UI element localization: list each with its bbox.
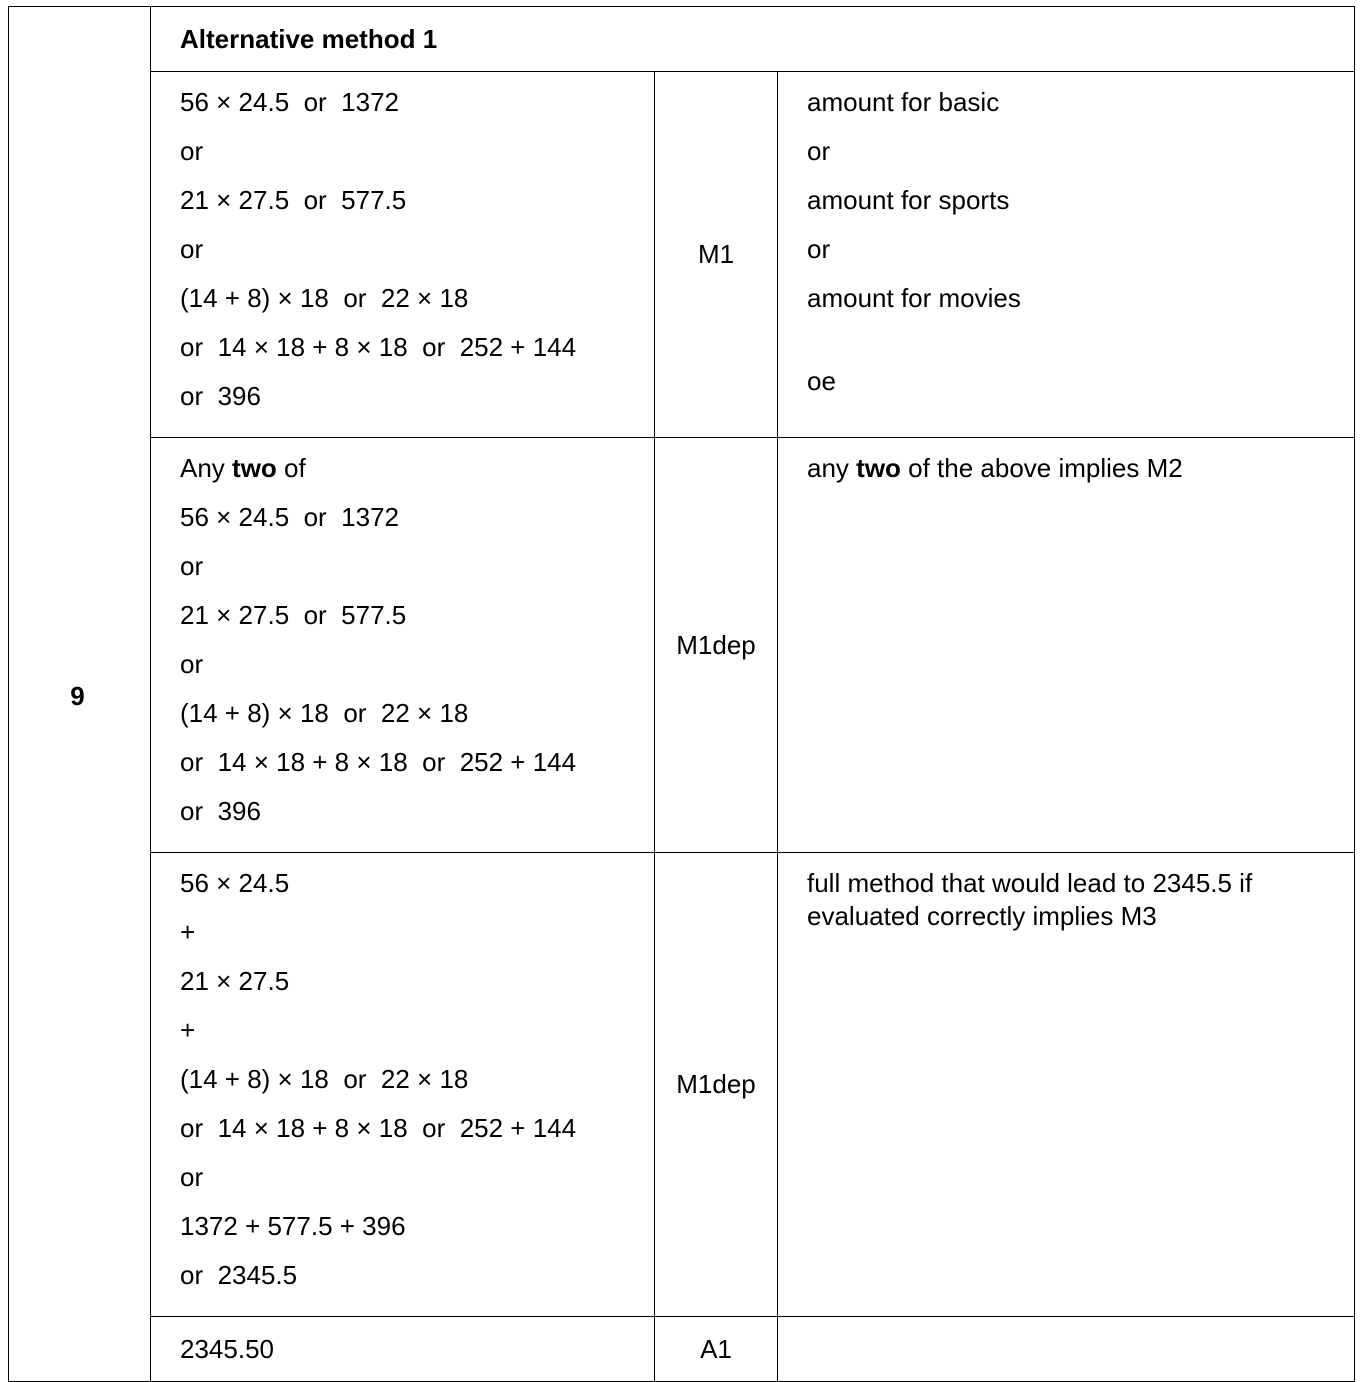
- working-line: or 396: [180, 796, 261, 826]
- mark-row-1: [9, 72, 1355, 438]
- mark-code: A1: [655, 1317, 778, 1382]
- working-line: 21 × 27.5 or 577.5: [180, 600, 407, 630]
- working-cell: [151, 438, 655, 853]
- comment-line: oe: [807, 366, 836, 396]
- working-line: 21 × 27.5 or 577.5: [180, 185, 407, 215]
- working-line: (14 + 8) × 18 or 22 × 18: [180, 698, 469, 728]
- comment-line: or: [807, 234, 831, 264]
- comment-line: evaluated correctly implies M3: [807, 901, 1157, 931]
- working-line: +: [180, 1015, 196, 1045]
- question-number: 9: [70, 680, 85, 711]
- working-line: or 14 × 18 + 8 × 18 or 252 + 144: [180, 747, 577, 777]
- working-line: (14 + 8) × 18 or 22 × 18: [180, 1064, 469, 1094]
- working-line: or 14 × 18 + 8 × 18 or 252 + 144: [180, 332, 577, 362]
- working-line: 56 × 24.5 or 1372: [180, 502, 400, 532]
- comment-line: any two of the above implies M2: [807, 453, 1183, 483]
- working-line: or 14 × 18 + 8 × 18 or 252 + 144: [180, 1113, 577, 1143]
- comment-line: amount for movies: [807, 283, 1021, 313]
- working-line: or 2345.5: [180, 1260, 298, 1290]
- working-line: or: [180, 649, 204, 679]
- working-line: or: [180, 234, 204, 264]
- working-cell: [151, 853, 655, 1317]
- working-line: or: [180, 1162, 204, 1192]
- comment-cell: [778, 438, 1355, 853]
- working-line: or: [180, 136, 204, 166]
- comment-line: amount for sports: [807, 185, 1010, 215]
- working-cell: [151, 72, 655, 438]
- working-cell: [151, 1317, 655, 1382]
- working-intro: Any two of: [180, 453, 306, 483]
- final-answer: 2345.50: [180, 1334, 274, 1364]
- mark-code: M1: [655, 72, 778, 438]
- working-line: 21 × 27.5: [180, 966, 290, 996]
- method-title: Alternative method 1: [151, 7, 1355, 72]
- comment-line: amount for basic: [807, 87, 1000, 117]
- working-line: (14 + 8) × 18 or 22 × 18: [180, 283, 469, 313]
- mark-row-2: [9, 438, 1355, 853]
- mark-row-4: [9, 1317, 1355, 1382]
- mark-code: M1dep: [655, 853, 778, 1317]
- comment-line: or: [807, 136, 831, 166]
- comment-line: full method that would lead to 2345.5 if: [807, 868, 1253, 898]
- comment-cell: [778, 853, 1355, 1317]
- working-line: 1372 + 577.5 + 396: [180, 1211, 406, 1241]
- working-line: or: [180, 551, 204, 581]
- method-header-row: [9, 7, 1355, 72]
- mark-scheme-table: [8, 6, 1355, 1382]
- working-line: or 396: [180, 381, 261, 411]
- comment-cell: [778, 72, 1355, 438]
- mark-code: M1dep: [655, 438, 778, 853]
- question-number-cell: [9, 7, 151, 1382]
- working-line: 56 × 24.5: [180, 868, 290, 898]
- comment-cell: [778, 1317, 1355, 1382]
- mark-row-3: [9, 853, 1355, 1317]
- working-line: +: [180, 917, 196, 947]
- working-line: 56 × 24.5 or 1372: [180, 87, 400, 117]
